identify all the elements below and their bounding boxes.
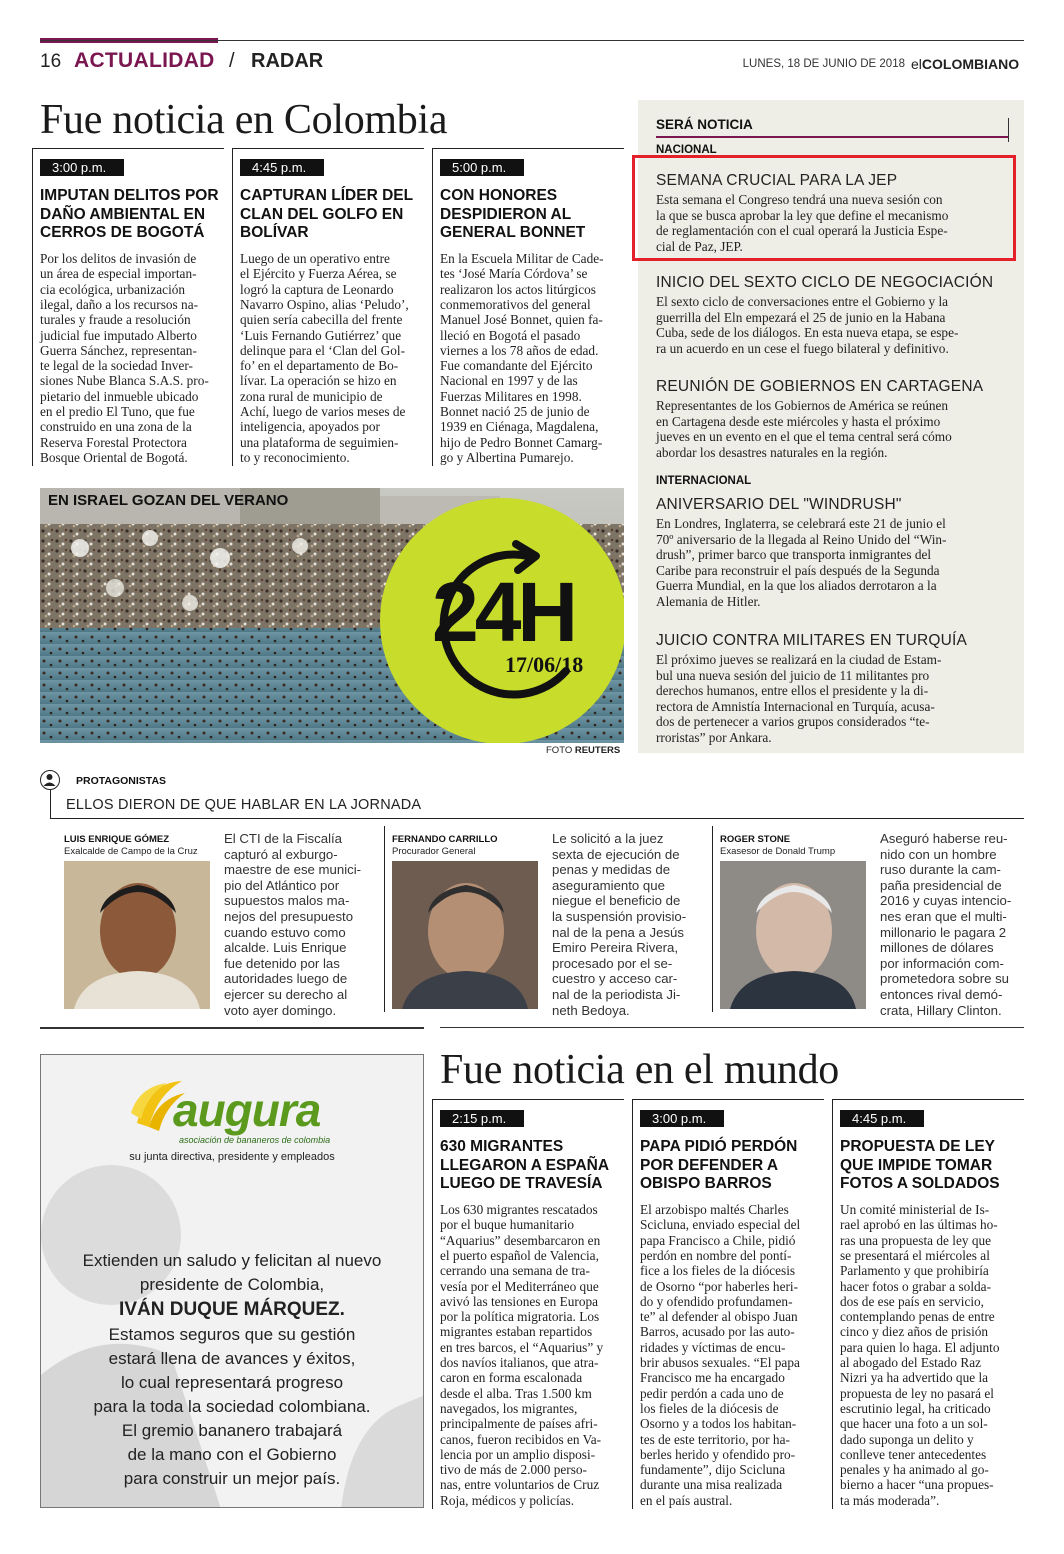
sidebar-kicker-internacional: INTERNACIONAL [656,475,752,487]
story-body-line: canos, fueron recibidos en Va- [440,1431,602,1447]
protagonist-divider [384,826,385,1012]
story-headline: LUEGO DE TRAVESÍA [440,1175,603,1192]
header-separator: / [229,50,235,72]
sidebar-item-headline: SEMANA CRUCIAL PARA LA JEP [656,172,898,189]
protagonist-name: ROGER STONE [720,834,791,845]
photo-credit [546,745,620,756]
ad-message-line: para la toda la sociedad colombiana. [93,1397,371,1416]
sidebar-item-body-line: 70º aniversario de la llegada al Reino Unido del “Win- [656,531,947,547]
section-title: ACTUALIDAD [74,49,215,72]
photo-credit-prefix: FOTO [546,745,573,756]
sidebar-item-headline: REUNIÓN DE GOBIERNOS EN CARTAGENA [656,378,984,395]
protagonist-text-line: neth Bedoya. [552,1002,630,1018]
story-body-line: Barros, acusado por las auto- [640,1324,795,1340]
story-body-line: Osorno y a todos los habitan- [640,1416,797,1432]
story-body-line: siones Nube Blanca S.A.S. pro- [40,373,209,389]
story-headline: DAÑO AMBIENTAL EN [40,205,206,223]
story-body-line: el Ejército y Fuerza Aérea, se [240,266,397,282]
story-body-line: por el buque humanitario [440,1217,575,1233]
augura-advertisement [40,1054,424,1508]
mundo-section-title: Fue noticia en el mundo [440,1047,840,1093]
story-body-line: ridades y víctimas de encu- [640,1339,786,1355]
sidebar-item-body-line: Representantes de los Gobiernos de América se reúnen [656,398,949,413]
ad-message-line: para construir un mejor país. [123,1469,341,1488]
story-body-line: pedir perdón a cada uno de [640,1385,784,1401]
story-body-line: Por los delitos de invasión de [40,251,197,266]
colombia-section-title: Fue noticia en Colombia [40,97,448,143]
time-tag: 5:00 p.m. [440,159,524,176]
sidebar-item-headline: INICIO DEL SEXTO CICLO DE NEGOCIACIÓN [656,274,994,291]
story-body-line: una plataforma de seguimien- [240,434,399,450]
protagonist-name: FERNANDO CARRILLO [392,834,498,845]
story-body-line: “Aquarius” desembarcaron en [440,1232,601,1248]
story-body-line: logró la captura de Leonardo [240,281,394,297]
story-headline: LLEGARON A ESPAÑA [440,1156,610,1174]
story-body-line: inteligencia, apoyados por [240,419,380,435]
protagonist-photo [720,861,866,1009]
sidebar-item-headline: JUICIO CONTRA MILITARES EN TURQUÍA [656,632,968,649]
story-body-line: Francisco me ha encargado [640,1370,785,1386]
story-body-line: to y reconocimiento. [240,449,350,465]
story-body-line: conmemorativos del general [440,296,591,312]
sidebar-item-body-line: de reglamentación con el cual operará la Justicia Espe- [656,223,948,239]
protagonist-text-line: fue detenido por las [224,955,340,971]
protagonist-text-line: 2016 y cuyas intencio- [880,893,1012,909]
ad-brand-sub: asociación de bananeros de colombia [179,1135,331,1145]
column-top-rule [232,148,424,149]
story-body-line: Nizri ya ha advertido que la [840,1370,989,1386]
story-body-line: fice a los fieles de la diócesis [640,1263,796,1279]
beach-photo [40,488,624,743]
story-body-line: principalmente de países afri- [440,1416,598,1432]
sidebar-item-body-line: Esta semana el Congreso tendrá una nueva sesión con [656,192,943,207]
protagonist-text-line: El CTI de la Fiscalía [224,831,342,846]
story-body-line: Scicluna, enviado especial del [640,1217,801,1233]
protagonist-divider [712,826,713,1012]
protagonist-text-line: nejos del presupuesto [224,909,354,924]
story-body-line: fundamente”, dijo Scicluna [640,1462,786,1478]
story-body-line: Achí, luego de varios meses de [240,404,406,419]
story-body-line: dos de ese país en servicio, [840,1293,985,1309]
story-body-line: hacer fotos o grabar a solda- [840,1278,991,1294]
protagonist-text-line: por información com- [880,955,1004,971]
ad-message-line: de la mano con el Gobierno [127,1445,337,1464]
story-body-line: cia ecológica, urbanización [40,281,186,297]
story-headline: PAPA PIDIÓ PERDÓN [640,1138,798,1155]
story-body-line: penales y ha animado al go- [840,1462,989,1478]
protagonist-text-line: nal de la periodista Ji- [552,987,681,1002]
story-body-line: pietario del inmueble ubicado [40,388,199,404]
ad-message-line: IVÁN DUQUE MÁRQUEZ. [119,1299,345,1320]
story-headline: 630 MIGRANTES [440,1138,564,1155]
story-body-line: ilegal, daño a los recursos na- [40,296,199,312]
story-body-line: judicial fue imputado Alberto [40,327,197,343]
sidebar-corner-rule [1008,118,1009,142]
story-headline: QUE IMPIDE TOMAR [840,1156,993,1174]
story-body-line: navegados, los migrantes, [440,1400,578,1416]
story-body-line: por la política migratoria. Los [440,1309,600,1325]
column-top-rule [432,1099,624,1100]
sidebar-item-body-line: rectora de Amnistía Internacional en Turquía, acusa- [656,698,935,714]
ad-brand-logo: augura [173,1084,321,1136]
story-body-line: bierno a hacer “una propues- [840,1477,994,1493]
protagonist-photo [64,861,210,1009]
protagonist-text-line: millones de dólares [880,940,994,956]
protagonist-text-line: niegue el beneficio de [552,893,681,909]
brand-prefix: el [911,56,922,72]
story-body-line: papa Francisco a Chile, pidió [640,1232,796,1248]
story-body-line: lívar. La operación se hizo en [240,373,397,389]
protagonist-text-line: nal de la pena a Jesús [552,924,684,940]
time-tag: 2:15 p.m. [440,1110,524,1127]
column-divider [432,1099,433,1509]
story-body-line: propuesta de ley no pasará el [840,1385,994,1401]
story-body-line: desde el alba. Tras 1.500 km [440,1385,592,1401]
time-tag: 3:00 p.m. [640,1110,724,1127]
sidebar-item-body-line: Guerra Mundial, en la que los aliados derrotaron a la [656,578,937,594]
column-top-rule [632,1099,824,1100]
protagonist-text-line: cuestro y acceso car- [552,971,678,987]
issue-date: LUNES, 18 DE JUNIO DE 2018 [742,58,905,70]
protagonist-text-line: aseguramiento que [552,877,665,893]
story-body-line: Bosque Oriental de Bogotá. [40,449,188,465]
sidebar-item-body-line: la que se busca aprobar la ley que define el mecanismo [656,207,949,223]
protagonist-text-line: pio del Atlántico por [224,877,340,893]
protagonist-text-line: Emiro Pereira Rivera, [552,940,679,956]
story-body-line: delinque para el ‘Clan del Gol- [240,342,406,358]
photo-caption: EN ISRAEL GOZAN DEL VERANO [48,492,289,509]
story-body-line: tes ‘José María Córdova’ se [440,266,588,282]
story-body-line: tes de este territorio, por ha- [640,1431,790,1447]
protagonist-text-line: alcalde. Luis Enrique [224,940,347,956]
story-headline: CAPTURAN LÍDER DEL [240,187,414,204]
story-body-line: Fuerzas Militares en 1998. [440,388,582,404]
brand-name: COLOMBIANO [921,56,1020,72]
sidebar-item-body-line: dos de pertenecer a varios grupos considerados “te- [656,714,930,730]
story-body-line: caron en forma escalonada [440,1370,583,1386]
time-tag: 4:45 p.m. [240,159,324,176]
story-body-line: Parlamento y que prohibiría [840,1263,989,1279]
protagonists-rule-h [50,818,1024,819]
protagonist-text-line: cuando estuvo como [224,924,346,940]
sidebar-item-body-line: En Londres, Inglaterra, se celebrará este 21 de junio el [656,516,946,531]
column-top-rule [432,148,624,149]
story-body-line: construido en una zona de la [40,419,192,435]
protagonist-text-line: autoridades luego de [224,971,348,987]
story-body-line: los fieles de la diócesis de [640,1400,779,1416]
sidebar-item-body-line: El sexto ciclo de conversaciones entre el Gobierno y la [656,294,949,309]
protagonist-text-line: crata, Hillary Clinton. [880,1002,1002,1018]
ad-message-line: Extienden un saludo y felicitan al nuevo [82,1251,382,1270]
story-body-line: un área de especial importan- [40,266,197,282]
story-body-line: Bonnet nació 25 de junio de [440,404,590,419]
header-rule [40,40,1024,41]
sidebar-item-body-line: derechos humanos, entre ellos el presidente y la di- [656,683,929,699]
mundo-top-rule [440,1027,1024,1028]
story-body-line: te legal de la sociedad Inver- [40,358,193,374]
story-body-line: fo’ en el departamento de Bo- [240,358,399,374]
story-headline: PROPUESTA DE LEY [840,1138,996,1155]
story-body-line: Reserva Forestal Protectora [40,434,187,450]
sidebar-item-body-line: jueves en un evento en el que el tema central será cómo [656,429,952,445]
story-body-line: te” al defender al obispo Juan [640,1309,798,1325]
sidebar-item-body-line: Cuba, sede de los diálogos. En esta nueva etapa, se espe- [656,325,959,341]
sidebar-item-headline: ANIVERSARIO DEL "WINDRUSH" [656,496,902,513]
story-body-line: ras una propuesta de ley que [840,1232,992,1248]
story-body-line: Fue comandante del Ejército [440,358,593,374]
badge-24h-text: 24H [432,565,575,659]
column-divider [232,148,233,466]
story-body-line: El arzobispo maltés Charles [640,1202,789,1217]
protagonist-text-line: capturó al exburgo- [224,846,338,862]
story-headline: CLAN DEL GOLFO EN [240,205,404,223]
protagonist-text-line: supuestos malos ma- [224,893,350,909]
story-body-line: al abogado del Estado Raz [840,1355,982,1370]
story-body-line: tivo de más de 2.000 perso- [440,1462,587,1478]
protagonist-text-line: ejercer su derecho al [224,987,348,1002]
protagonist-text-line: nido con un hombre [880,846,997,862]
subsection-title: RADAR [251,50,324,72]
column-divider [32,148,33,466]
story-body-line: Roja, médicos y policías. [440,1492,575,1508]
story-headline: BOLÍVAR [240,224,309,241]
story-body-line: do y ofendido profundamen- [640,1293,793,1309]
story-body-line: perdón en nombre del pontí- [640,1247,792,1263]
story-body-line: lleció en Bogotá el pasado [440,327,581,343]
story-headline: OBISPO BARROS [640,1175,772,1192]
page-number: 16 [40,51,62,72]
protagonist-text-line: penas y medidas de [552,862,671,878]
story-body-line: para quien lo haga. El adjunto [840,1339,1000,1355]
protagonist-text-line: millonario le pagara 2 [880,924,1007,940]
protagonist-role: Exalcalde de Campo de la Cruz [64,846,198,857]
sidebar-item-body-line: cial de Paz, JEP. [656,238,743,254]
story-headline: POR DEFENDER A [640,1156,779,1174]
person-icon [40,770,60,790]
sidebar-item-body-line: en Cartagena desde este miércoles y hasta el próximo [656,413,941,429]
sidebar-item-body-line: rroristas” por Ankara. [656,730,772,745]
column-top-rule [832,1099,1024,1100]
sidebar-item-body-line: Alemania de Hitler. [656,594,761,609]
ad-top-rule [40,1027,424,1029]
sidebar-item-body-line: El próximo jueves se realizará en la ciudad de Estam- [656,652,942,667]
story-body-line: Luego de un operativo entre [240,251,390,266]
story-body-line: se presentará el miércoles al [840,1247,990,1263]
sidebar-kicker-nacional: NACIONAL [656,144,717,153]
photo-credit-source: REUTERS [574,745,621,756]
column-divider [832,1099,833,1509]
story-headline: DESPIDIERON AL [440,205,572,223]
time-tag: 4:45 p.m. [840,1110,924,1127]
sidebar-item-body-line: abordar los desastres naturales en la región. [656,444,888,460]
ad-tagline: su junta directiva, presidente y empleados [129,1151,335,1163]
ad-message-line: El gremio bananero trabajará [121,1421,343,1440]
story-body-line: rael aprobó en las últimas ho- [840,1217,998,1233]
story-body-line: zona rural de municipio de [240,388,383,404]
protagonist-text-line: procesado por el se- [552,955,673,971]
ad-message-line: estará llena de avances y éxitos, [108,1349,356,1368]
story-headline: CON HONORES [440,187,558,204]
protagonist-text-line: voto ayer domingo. [224,1002,337,1018]
protagonist-text-line: paña presidencial de [880,877,1002,893]
story-body-line: Nacional en 1997 y de las [440,373,578,389]
story-body-line: berles herido y ofendido pro- [640,1446,796,1462]
sidebar-item-body-line: ra un acuerdo en un cese el fuego bilateral y definitivo. [656,340,949,356]
story-body-line: Los 630 migrantes rescatados [440,1202,598,1217]
story-headline: IMPUTAN DELITOS POR [40,187,219,204]
story-body-line: cerrando una semana de tra- [440,1263,590,1279]
story-headline: FOTOS A SOLDADOS [840,1175,1000,1192]
protagonist-text-line: nes eran que el multi- [880,909,1007,924]
sidebar-item-body-line: bul una nueva sesión del juicio de 11 militantes pro [656,667,930,683]
protagonist-role: Procurador General [392,846,476,857]
story-body-line: Navarro Ospino, alias ‘Peludo’, [240,296,409,312]
protagonist-photo [392,861,538,1009]
story-body-line: Guerra Sánchez, representan- [40,342,197,358]
sidebar-title: SERÁ NOTICIA [656,117,753,132]
protagonist-text-line: maestre de ese munici- [224,862,362,878]
story-body-line: que hacer una foto a un sol- [840,1416,988,1432]
story-body-line: de Osorno “por haberles heri- [640,1278,799,1294]
story-body-line: dos navíos italianos, que atra- [440,1355,599,1370]
protagonist-text-line: Aseguró haberse reu- [880,831,1008,846]
sidebar-title-rule [656,136,1008,138]
story-body-line: En la Escuela Militar de Cade- [440,251,604,266]
protagonist-text-line: Le solicitó a la juez [552,831,664,846]
story-body-line: viernes a los 78 años de edad. [440,342,599,358]
protagonist-text-line: entonces rival demó- [880,987,1003,1002]
story-body-line: en el país austral. [640,1492,733,1508]
ad-message-line: lo cual representará progreso [120,1373,344,1392]
story-body-line: el puerto español de Valencia, [440,1247,599,1263]
story-body-line: go y Albertina Pumarejo. [440,449,574,465]
protagonists-label: PROTAGONISTAS [76,775,167,787]
story-body-line: escrutinio legal, ha criticado [840,1400,991,1416]
story-body-line: turales y fraude a resolución [40,312,191,328]
badge-date: 17/06/18 [505,652,584,677]
story-body-line: vesía por el Mediterráneo que [440,1278,599,1294]
protagonists-rule-v [50,790,51,818]
column-top-rule [32,148,224,149]
ad-message-line: Estamos seguros que su gestión [108,1325,356,1344]
time-tag: 3:00 p.m. [40,159,124,176]
protagonist-text-line: sexta de ejecución de [552,846,680,862]
story-body-line: en el predio El Tuno, que fue [40,404,195,419]
story-body-line: quien sería cabecilla del frente [240,312,403,328]
story-body-line: dado suponga un delito y [840,1431,974,1447]
story-body-line: contemplando penas de entre [840,1309,995,1325]
protagonists-title: ELLOS DIERON DE QUE HABLAR EN LA JORNADA [66,797,422,813]
story-body-line: cinco y diez años de prisión [840,1324,989,1340]
story-body-line: ‘Luis Fernando Gutiérrez’ que [240,327,402,343]
story-body-line: nas, entre voluntarios de Cruz [440,1477,600,1493]
column-divider [432,148,433,466]
protagonist-name: LUIS ENRIQUE GÓMEZ [64,834,170,845]
story-body-line: realizaron los actos litúrgicos [440,281,596,297]
story-body-line: avivó las tensiones en Europa [440,1293,599,1309]
column-divider [632,1099,633,1509]
story-body-line: en tres barcos, el “Aquarius” y [440,1339,604,1355]
story-body-line: Manuel José Bonnet, quien fa- [440,312,603,328]
story-body-line: hijo de Pedro Bonnet Camarg- [440,434,603,450]
story-headline: CERROS DE BOGOTÁ [40,224,205,241]
sidebar-item-body-line: drush”, primer barco que transporta inmigrantes del [656,547,932,563]
ad-message-line: presidente de Colombia, [139,1275,325,1294]
story-body-line: conlleve tener antecedentes [840,1446,987,1462]
sidebar-item-body-line: Caribe para reconstruir el país después de la Segunda [656,562,940,578]
story-body-line: ta más moderada”. [840,1492,940,1508]
protagonist-role: Exasesor de Donald Trump [720,846,836,857]
story-body-line: Un comité ministerial de Is- [840,1202,990,1217]
sidebar-item-body-line: guerrilla del Eln empezará el 25 de junio en la Habana [656,309,946,325]
story-body-line: lencia por un amplio disposi- [440,1446,596,1462]
story-body-line: brir abusos sexuales. “El papa [640,1355,800,1370]
story-body-line: migrantes estaban repartidos [440,1324,593,1340]
story-body-line: durante una misa realizada [640,1477,783,1493]
newspaper-brand [911,56,1019,72]
protagonist-text-line: ruso durante la cam- [880,862,1001,878]
story-headline: GENERAL BONNET [440,224,586,241]
protagonist-text-line: la suspensión provisio- [552,909,687,924]
protagonist-text-line: prometedora sobre su [880,971,1010,987]
story-body-line: 1939 en Ciénaga, Magdalena, [440,419,599,435]
